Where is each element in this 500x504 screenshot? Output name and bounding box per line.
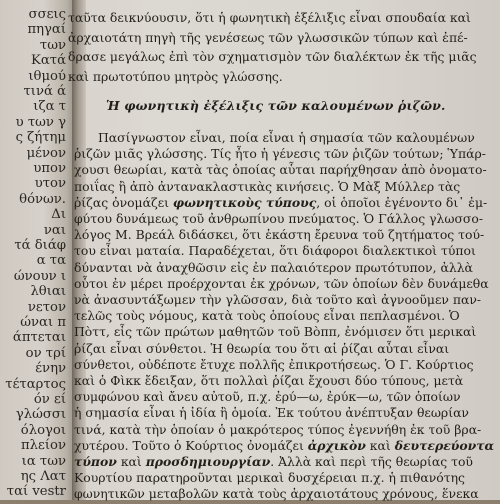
left-page-text-line: ον τρί [25, 345, 66, 361]
left-page-text-line: ένην [35, 361, 66, 377]
right-page [68, 0, 500, 502]
emphasized-term: τύπον [74, 454, 117, 469]
left-page-text-line: υ των γ [15, 114, 66, 130]
left-page-text-line: ς ζήτημ [15, 130, 66, 146]
left-page-text-line: τέταρτος [5, 376, 66, 392]
left-page-text-line: όν εί [33, 392, 66, 407]
left-page [0, 0, 78, 500]
emphasized-term: προσδημιουργίαν [145, 454, 271, 469]
left-page-text-line: θόνων. [19, 191, 66, 207]
left-page-text-line: μένον [26, 145, 66, 161]
left-page-text-line: ης Λατ [20, 469, 66, 484]
text-run: χυτέρου. Τοῦτο ὁ Κούρτιος ὀνομάζει [74, 437, 308, 453]
left-page-text-line: ια των [21, 453, 66, 469]
text-run: ἡ σημασία εἶναι ἡ ἰδία ἢ ὁμοία. Ἐκ τούτου ἀνέπτυξαν θεωρίαν [74, 405, 469, 421]
text-run: σύνθετοι, οὐδέποτε ἔτυχε πολλῆς ἐπικροτήσεως. Ὁ Γ. Κούρτιος [74, 356, 474, 372]
left-page-text-line: υτον [34, 176, 66, 192]
emphasized-term: δευτερεύοντα [394, 437, 495, 453]
text-run: ῥίζας ὀνομάζει [74, 194, 173, 210]
text-run: νὰ ἀνασυντάξωμεν τὴν γλῶσσαν, διὰ τοῦτο καὶ ἀγνοοῦμεν παν- [74, 292, 482, 307]
emphasized-term: ἀρχικὸν [307, 437, 366, 453]
left-page-text-line: σσεις [28, 7, 66, 22]
left-page-text-line: ώναι π [20, 315, 66, 330]
text-line [74, 484, 479, 504]
section-heading: Ἡ φωνητικὴ ἐξέλιξις τῶν καλουμένων ῥιζῶν. [106, 98, 446, 113]
left-page-text-line: ιζα τ [33, 99, 66, 115]
text-run: . Ἀλλὰ καὶ περὶ τῆς θεωρίας τοῦ [270, 454, 473, 469]
left-page-text-line: τινά ά [23, 84, 66, 99]
text-run: ποιΐας ἢ ἀπὸ ἀντανακλαστικὰς κινήσεις. Ὁ Μὰξ Μύλλερ τὰς [74, 178, 461, 194]
left-page-text-line: άπτεται [12, 330, 66, 346]
text-run: συμφώνου καὶ ἄνευ αὐτοῦ, π.χ. ἐρύ—ω, ἐρύκ—ω, τῶν ὁποίων [74, 389, 461, 405]
text-run: φύτου δυνάμεως τοῦ ἀνθρωπίνου πνεύματος. Ὁ Γάλλος γλωσσο- [74, 211, 484, 226]
left-page-text-line: λθιαι [30, 284, 66, 300]
text-run: τελῶς τοὺς νόμους, κατὰ τοὺς ὁποίους εἶναι πεπλασμένοι. Ὁ [74, 308, 460, 324]
left-page-text-line: γλώσσι [15, 407, 66, 423]
left-page-text-line: πηγαί [27, 22, 66, 38]
text-run: Κουρτίου παρατηροῦνται μερικαὶ δυσχέρειαι π.χ. ἡ πιθανότης [74, 470, 465, 486]
text-run: τινά, κατὰ τὴν ὁποίαν ὁ μακρότερος τύπος ἐγεννήθη ἐκ τοῦ βρα- [74, 421, 482, 437]
left-page-text-line: όλογοι [20, 422, 66, 438]
left-page-text-line: Δι [51, 207, 66, 223]
text-run: ῥιζῶν μιᾶς γλώσσης. Τίς ἦτο ἡ γένεσις τῶν ῥιζῶν τούτων; Ὑπάρ- [74, 146, 486, 162]
text-line: καὶ πρωτοτύπου μητρὸς γλώσσης. [68, 68, 283, 84]
text-run: φωνητικῶν μεταβολῶν κατὰ τοὺς ἀρχαιοτάτους χρόνους, ἕνεκα [74, 486, 479, 502]
text-run: Πὸττ, εἷς τῶν πρώτων μαθητῶν τοῦ Βὸππ, ἐνόμισεν ὅτι μερικαὶ [74, 324, 477, 340]
text-run: του εἶναι ματαία. Παραδέχεται, ὅτι διάφοροι διαλεκτικοὶ τύποι [74, 243, 476, 259]
text-run: οὗτοι ἐν μέρει προέρχονται ἐκ χρόνων, τῶν ὁποίων δὲν δυνάμεθα [74, 275, 489, 291]
text-line: δρασε μεγάλως ἐπὶ τὸν σχηματισμὸν τῶν διαλέκτων ἐκ τῆς μιᾶς [68, 49, 477, 64]
text-run: , οἱ ὁποῖοι ἐγένοντο δι᾽ ἐμ- [316, 194, 488, 210]
text-run: καὶ ὁ Φὶκκ ἔδειξαν, ὅτι πολλαὶ ῥίζαι ἔχουσι δύο τύπους, μετὰ [74, 373, 464, 388]
left-page-text-line: υπον [33, 161, 66, 176]
text-run: Πασίγνωστον εἶναι, ποία εἶναι ἡ σημασία τῶν καλουμένων [98, 130, 475, 145]
text-run: ῥίζαι εἶναι σύνθετοι. Ἡ θεωρία του ὅτι αἱ ῥίζαι αὗται εἶναι [74, 340, 450, 356]
text-line: ἀρχαιοτάτη πηγὴ τῆς γενέσεως τῶν γλωσσικῶν τύπων καὶ ἐπέ- [68, 29, 468, 45]
left-page-text-line: τά διάφ [14, 238, 66, 253]
left-page-text-line: νετον [27, 299, 66, 315]
left-page-text-line: ώνουν ι [13, 268, 66, 284]
left-page-text-line: α τα [36, 253, 66, 269]
left-page-text-line: των [39, 37, 66, 53]
left-page-text-line: ιθμού [28, 68, 66, 84]
emphasized-term: φωνητικοὺς τύπους [172, 194, 317, 210]
left-page-text-line: ναι [43, 222, 66, 238]
text-run: δύνανται νὰ ἀναχθῶσιν εἰς ἐν παλαιότερον πρωτότυπον, ἀλλὰ [74, 259, 473, 275]
left-page-text-line: ταί vestr [6, 484, 66, 500]
text-line: ταῦτα δεικνύουσιν, ὅτι ἡ φωνητικὴ ἐξέλιξις εἶναι σπουδαία καὶ [68, 10, 471, 25]
text-run: λόγος Μ. Βρεάλ διδάσκει, ὅτι ἑκάστη ἔρευνα τοῦ ζητήματος τού- [74, 227, 485, 243]
text-run: χουσι θεωρίαι, κατὰ τὰς ὁποίας αὗται παρήχθησαν ἀπὸ ὀνοματο- [74, 162, 487, 178]
left-page-text-line: πλείον [21, 438, 66, 454]
left-page-text-line: Κατά [31, 53, 66, 69]
text-run: καὶ [365, 437, 395, 453]
text-run: καὶ [116, 454, 146, 469]
